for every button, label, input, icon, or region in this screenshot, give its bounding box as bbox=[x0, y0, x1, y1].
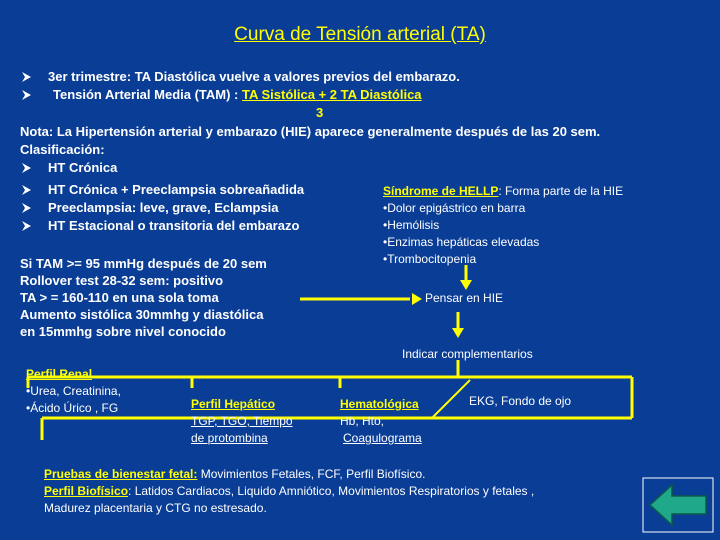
arrow-down-icon bbox=[452, 328, 464, 338]
clasificacion-item: HT Crónica + Preeclampsia sobreañadida bbox=[48, 182, 305, 197]
perfil-hepatico-item: TGP, TGO, Tiempo bbox=[191, 414, 293, 428]
ekg-fondo: EKG, Fondo de ojo bbox=[469, 394, 572, 408]
clasificacion-item: HT Crónica bbox=[48, 160, 118, 175]
hematologica-item: Hb, Hto, bbox=[340, 414, 385, 428]
pensar-hie: Pensar en HIE bbox=[425, 291, 504, 305]
tam-label: Tensión Arterial Media (TAM) : bbox=[53, 87, 242, 102]
hellp-desc: : Forma parte de la HIE bbox=[498, 184, 624, 198]
arrow-down-icon bbox=[460, 280, 472, 290]
perfil-renal bbox=[26, 366, 121, 417]
criteria-item: Si TAM >= 95 mmHg después de 20 sem bbox=[20, 256, 267, 271]
hematologica-item: Coagulograma bbox=[343, 431, 422, 445]
back-nav-button[interactable] bbox=[642, 477, 714, 538]
perfil-renal-item: •Urea, Creatinina, bbox=[26, 384, 121, 398]
pruebas-title: Pruebas de bienestar fetal: bbox=[44, 467, 198, 481]
criteria-item: TA > = 160-110 en una sola toma bbox=[20, 290, 219, 305]
hellp-item: •Dolor epigástrico en barra bbox=[383, 201, 526, 215]
criteria-item: Rollover test 28-32 sem: positivo bbox=[20, 273, 224, 288]
clasificacion-item: Preeclampsia: leve, grave, Eclampsia bbox=[48, 200, 279, 215]
bullet-trimestre: 3er trimestre: TA Diastólica vuelve a valores previos del embarazo. bbox=[48, 69, 460, 84]
hematologica bbox=[340, 396, 422, 447]
pruebas-line bbox=[44, 467, 425, 481]
clasificacion-item: HT Estacional o transitoria del embarazo bbox=[48, 218, 300, 233]
arrow-right-icon bbox=[412, 293, 422, 305]
perfil-biofisico-title: Perfil Biofísico bbox=[44, 484, 129, 498]
back-arrow-icon bbox=[642, 477, 714, 533]
hellp-title: Síndrome de HELLP bbox=[383, 184, 499, 198]
perfil-renal-item: •Ácido Úrico , FG bbox=[26, 401, 119, 415]
perfil-biofisico-text: : Latidos Cardiacos, Liquido Amniótico, Movimientos Respiratorios y fetales , bbox=[128, 484, 535, 498]
perfil-hepatico bbox=[191, 396, 293, 447]
perfil-hepatico-title: Perfil Hepático bbox=[191, 397, 276, 411]
connector-line bbox=[432, 380, 470, 418]
tam-formula: TA Sistólica + 2 TA Diastólica bbox=[242, 87, 422, 102]
criteria-item: en 15mmhg sobre nivel conocido bbox=[20, 324, 226, 339]
perfil-renal-title: Perfil Renal bbox=[26, 367, 93, 381]
perfil-biofisico-line bbox=[44, 484, 534, 498]
indicar-complementarios: Indicar complementarios bbox=[402, 347, 533, 361]
clasificacion-label: Clasificación: bbox=[20, 142, 105, 157]
page-title: Curva de Tensión arterial (TA) bbox=[234, 24, 486, 45]
tam-divisor: 3 bbox=[316, 105, 324, 120]
hellp-item: •Hemólisis bbox=[383, 218, 440, 232]
criteria-item: Aumento sistólica 30mmhg y diastólica bbox=[20, 307, 264, 322]
hellp-item: •Trombocitopenia bbox=[383, 252, 477, 266]
perfil-hepatico-item: de protombina bbox=[191, 431, 268, 445]
perfil-biofisico-cont: Madurez placentaria y CTG no estresado. bbox=[44, 501, 267, 515]
hellp-item: •Enzimas hepáticas elevadas bbox=[383, 235, 540, 249]
nota-text: Nota: La Hipertensión arterial y embarazo (HIE) aparece generalmente después de las 20 sem. bbox=[20, 124, 601, 139]
hematologica-title: Hematológica bbox=[340, 397, 419, 411]
pruebas-text: Movimientos Fetales, FCF, Perfil Biofísico. bbox=[197, 467, 426, 481]
